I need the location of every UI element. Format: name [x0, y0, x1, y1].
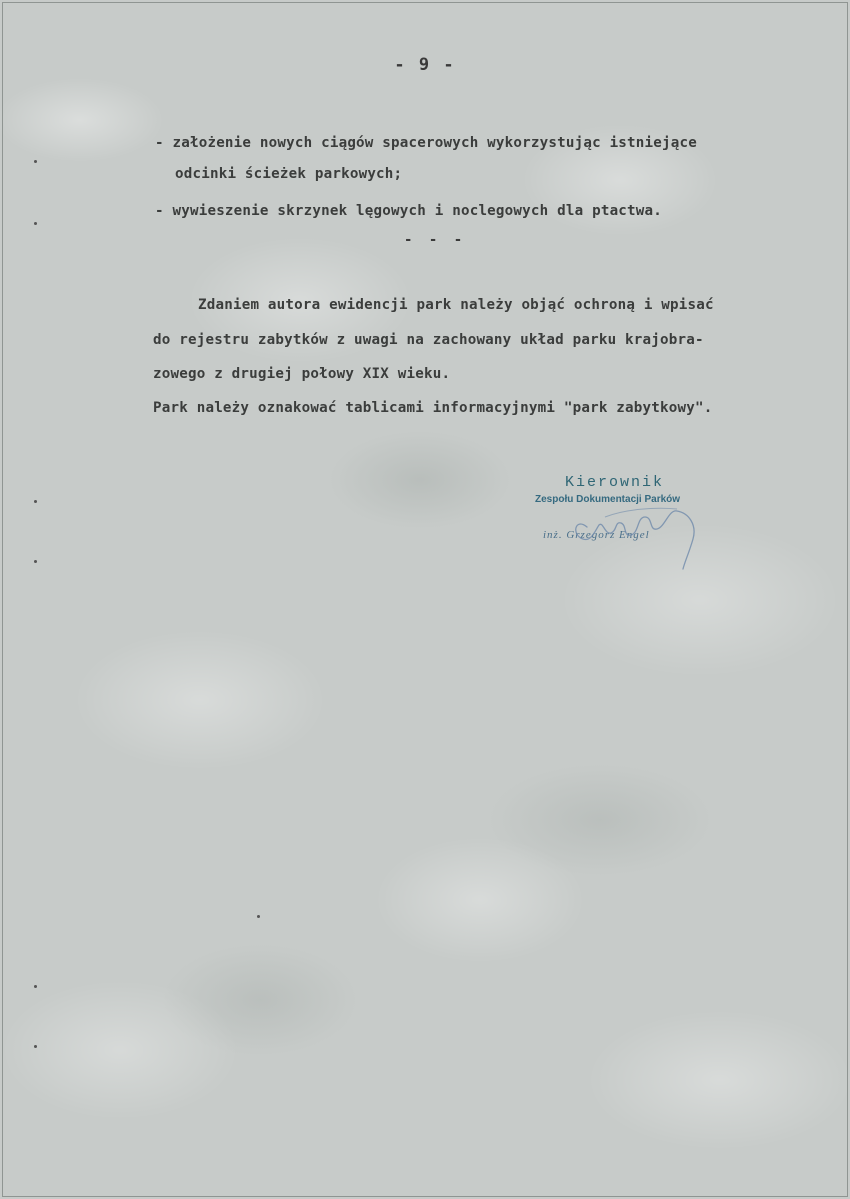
scan-speck — [34, 560, 37, 563]
paragraph-line-4: Park należy oznakować tablicami informacyjnymi "park zabytkowy". — [153, 400, 713, 416]
page-number: - 9 - — [394, 55, 456, 75]
bullet-line-1: - założenie nowych ciągów spacerowych wykorzystując istniejące — [155, 135, 697, 151]
scan-speck — [34, 160, 37, 163]
bullet-line-2: odcinki ścieżek parkowych; — [175, 166, 403, 182]
scan-speck — [34, 1045, 37, 1048]
stamp-title: Kierownik — [565, 474, 665, 491]
scan-speck — [257, 915, 260, 918]
paragraph-line-2: do rejestru zabytków z uwagi na zachowany układ parku krajobra- — [153, 332, 704, 348]
stamp-name: inż. Grzegorz Engel — [543, 529, 650, 541]
paragraph-line-1: Zdaniem autora ewidencji park należy objąć ochroną i wpisać — [198, 297, 714, 313]
scan-speck — [34, 222, 37, 225]
bullet-line-3: - wywieszenie skrzynek lęgowych i noclegowych dla ptactwa. — [155, 203, 663, 219]
scan-speck — [34, 985, 37, 988]
scan-speck — [34, 500, 37, 503]
handwritten-signature — [565, 495, 715, 575]
paragraph-line-3: zowego z drugiej połowy XIX wieku. — [153, 366, 451, 382]
stamp-team: Zespołu Dokumentacji Parków — [535, 494, 681, 505]
page-border — [2, 2, 848, 1197]
section-separator: - - - — [404, 232, 467, 248]
